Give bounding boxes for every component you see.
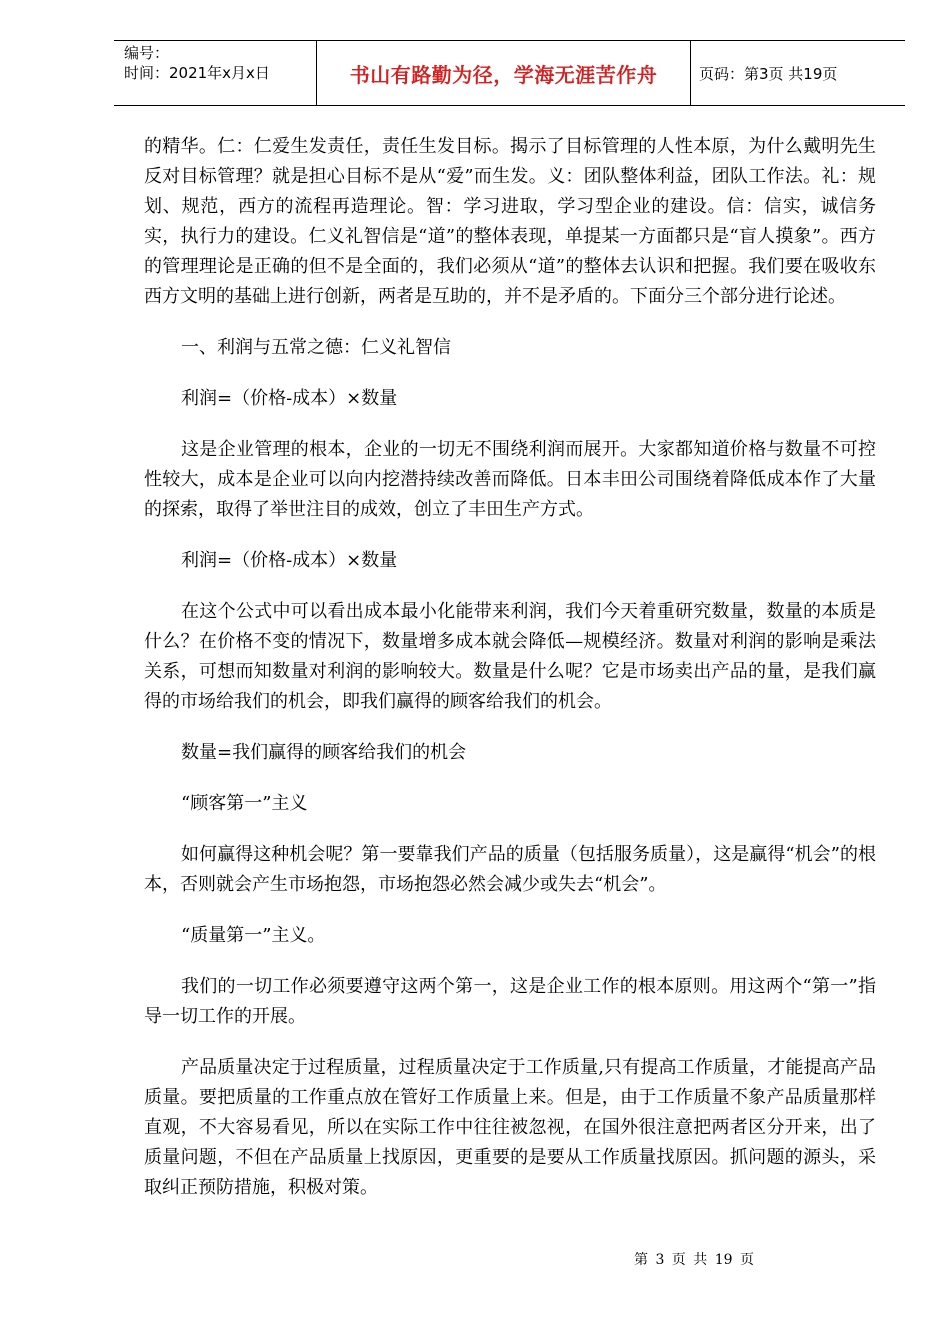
document-header — [114, 40, 905, 106]
document-time-label: 时间：2021年x月x日 — [124, 64, 270, 82]
header-meta — [114, 41, 316, 105]
customer-first-heading: “顾客第一”主义 — [181, 793, 308, 814]
paragraph-work-quality: 产品质量决定于过程质量，过程质量决定于工作质量,只有提高工作质量，才能提高产品质量。要把质量的工作重点放在管好工作质量上来。但是，由于工作质量不象产品质量那样直观，不大容易看见，所以在实际工作中往往被忽视，在国外很注意把两者区分开来，出了质量问题，不但在产品质量上找原因，更重要的是要从工作质量找原因。抓问题的源头，采取纠正预防措施，积极对策。 — [144, 1057, 876, 1198]
paragraph-profit-root: 这是企业管理的根本，企业的一切无不围绕利润而展开。大家都知道价格与数量不可控性较大，成本是企业可以向内挖潜持续改善而降低。日本丰田公司围绕着降低成本作了大量的探索，取得了举世注目的成效，创立了丰田生产方式。 — [144, 439, 876, 520]
quality-first-heading: “质量第一”主义。 — [181, 925, 326, 946]
paragraph-quantity: 在这个公式中可以看出成本最小化能带来利润，我们今天着重研究数量，数量的本质是什么？在价格不变的情况下，数量增多成本就会降低—规模经济。数量对利润的影响是乘法关系，可想而知数量对利润的影响较大。数量是什么呢？它是市场卖出产品的量，是我们赢得的市场给我们的机会，即我们赢得的顾客给我们的机会。 — [144, 601, 876, 712]
header-page-info-cell — [691, 41, 905, 105]
header-page-info: 页码：第3页 共19页 — [699, 64, 838, 83]
paragraph-two-firsts: 我们的一切工作必须要遵守这两个第一，这是企业工作的根本原则。用这两个“第一”指导一切工作的开展。 — [144, 976, 876, 1027]
formula-profit-repeat: 利润=（价格-成本）×数量 — [181, 550, 398, 571]
header-motto-cell — [316, 41, 691, 105]
formula-profit: 利润=（价格-成本）×数量 — [181, 388, 398, 409]
paragraph-winning-opportunity: 如何赢得这种机会呢？第一要靠我们产品的质量（包括服务质量），这是赢得“机会”的根本，否则就会产生市场抱怨，市场抱怨必然会减少或失去“机会”。 — [144, 844, 876, 895]
section-heading: 一、利润与五常之德：仁义礼智信 — [181, 337, 451, 358]
page-footer: 第 3 页 共 19 页 — [634, 1252, 754, 1268]
document-body — [144, 132, 876, 1203]
formula-quantity: 数量=我们赢得的顾客给我们的机会 — [181, 742, 467, 763]
document-number-label: 编号： — [124, 44, 170, 62]
paragraph-intro-continuation: 的精华。仁：仁爱生发责任，责任生发目标。揭示了目标管理的人性本原，为什么戴明先生反对目标管理？就是担心目标不是从“爱”而生发。义：团队整体利益，团队工作法。礼：规划、规范，西方的流程再造理论。智：学习进取，学习型企业的建设。信：信实，诚信务实，执行力的建设。仁义礼智信是“道”的整体表现，单提某一方面都只是“盲人摸象”。西方的管理理论是正确的但不是全面的，我们必须从“道”的整体去认识和把握。我们要在吸收东西方文明的基础上进行创新，两者是互助的，并不是矛盾的。下面分三个部分进行论述。 — [144, 136, 876, 307]
header-motto: 书山有路勤为径，学海无涯苦作舟 — [349, 62, 658, 87]
